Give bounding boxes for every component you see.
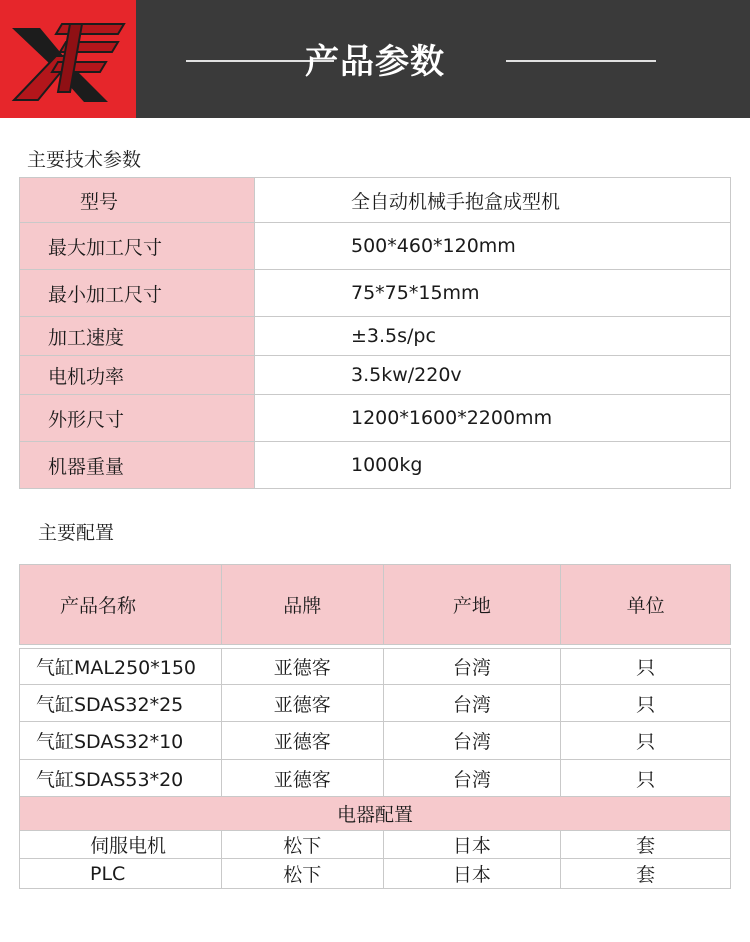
- spec-value: 3.5kw/220v: [255, 356, 731, 395]
- spec-value: 75*75*15mm: [255, 270, 731, 317]
- unit-cell: 只: [561, 685, 731, 722]
- spec-label: 机器重量: [20, 442, 255, 489]
- origin-cell: 日本: [383, 859, 561, 889]
- spec-value: 1200*1600*2200mm: [255, 395, 731, 442]
- config-title: 主要配置: [38, 522, 115, 544]
- origin-cell: 台湾: [383, 685, 561, 722]
- brand-cell: 亚德客: [221, 760, 383, 797]
- table-row: [20, 685, 731, 722]
- unit-cell: 只: [561, 722, 731, 760]
- origin-cell: 日本: [383, 831, 561, 859]
- spec-label: 最小加工尺寸: [20, 270, 255, 317]
- origin-cell: 台湾: [383, 649, 561, 685]
- brand-cell: 松下: [221, 859, 383, 889]
- spec-row: [20, 442, 731, 489]
- specs-title: 主要技术参数: [27, 149, 142, 171]
- spec-row: [20, 178, 731, 223]
- specs-table: [19, 177, 731, 489]
- spec-value: 1000kg: [255, 442, 731, 489]
- origin-cell: 台湾: [383, 722, 561, 760]
- unit-cell: 套: [561, 859, 731, 889]
- product-cell: 气缸MAL250*150: [20, 649, 222, 685]
- electrical-title: 电器配置: [20, 797, 731, 831]
- brand-cell: 亚德客: [221, 722, 383, 760]
- config-table: [19, 564, 731, 889]
- brand-cell: 亚德客: [221, 649, 383, 685]
- table-row: [20, 831, 731, 859]
- spec-label: 外形尺寸: [20, 395, 255, 442]
- electrical-header-row: [20, 797, 731, 831]
- spec-value: 全自动机械手抱盒成型机: [255, 178, 731, 223]
- product-cell: 气缸SDAS32*25: [20, 685, 222, 722]
- col-header-product: 产品名称: [20, 565, 222, 645]
- spec-label: 最大加工尺寸: [20, 223, 255, 270]
- spec-row: [20, 395, 731, 442]
- product-cell: 气缸SDAS53*20: [20, 760, 222, 797]
- spec-row: [20, 356, 731, 395]
- spec-row: [20, 223, 731, 270]
- spec-label: 型号: [20, 178, 255, 223]
- spec-label: 电机功率: [20, 356, 255, 395]
- col-header-unit: 单位: [561, 565, 731, 645]
- config-header-row: [20, 565, 731, 645]
- product-cell: PLC: [20, 859, 222, 889]
- page-title: 产品参数: [305, 42, 445, 82]
- col-header-brand: 品牌: [221, 565, 383, 645]
- brand-cell: 松下: [221, 831, 383, 859]
- unit-cell: 只: [561, 760, 731, 797]
- brand-cell: 亚德客: [221, 685, 383, 722]
- table-row: [20, 760, 731, 797]
- unit-cell: 套: [561, 831, 731, 859]
- origin-cell: 台湾: [383, 760, 561, 797]
- spec-value: 500*460*120mm: [255, 223, 731, 270]
- unit-cell: 只: [561, 649, 731, 685]
- spec-value: ±3.5s/pc: [255, 317, 731, 356]
- table-row: [20, 649, 731, 685]
- col-header-origin: 产地: [383, 565, 561, 645]
- product-cell: 气缸SDAS32*10: [20, 722, 222, 760]
- table-row: [20, 859, 731, 889]
- spec-label: 加工速度: [20, 317, 255, 356]
- spec-row: [20, 317, 731, 356]
- spec-row: [20, 270, 731, 317]
- product-cell: 伺服电机: [20, 831, 222, 859]
- table-row: [20, 722, 731, 760]
- header-banner: [0, 0, 750, 118]
